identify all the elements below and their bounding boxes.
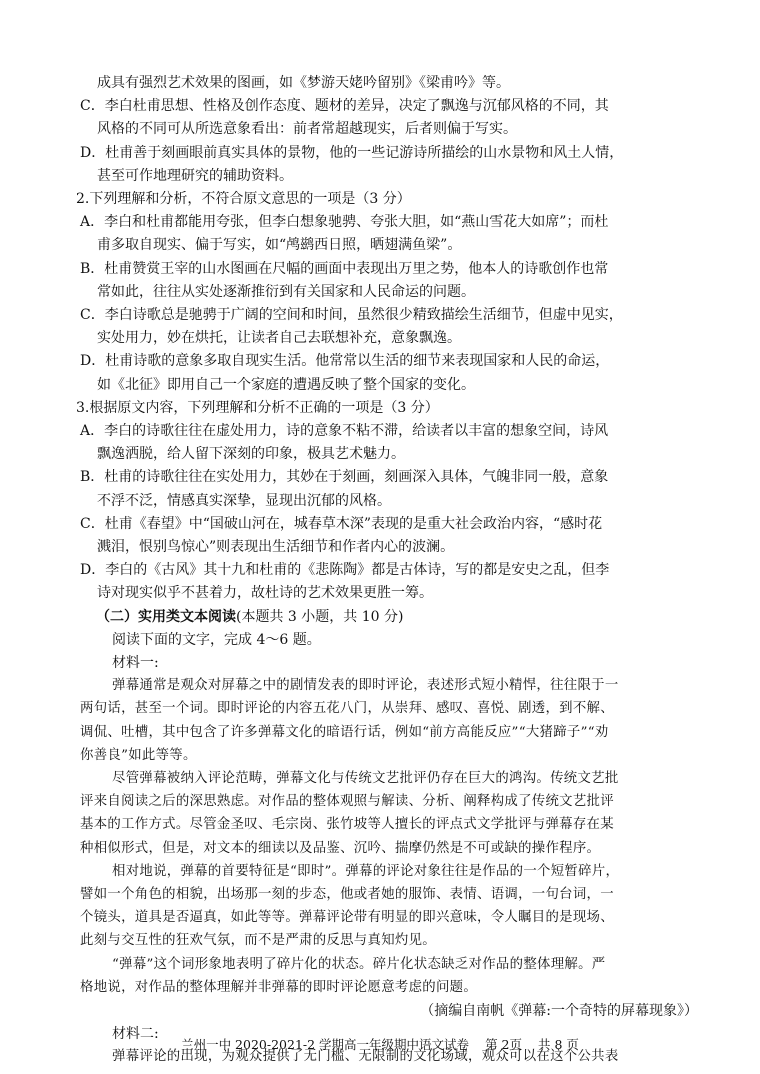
paragraph-line: 此刻与交互性的狂欢气氛，而不是严肃的反思与真知灼见。 (80, 933, 436, 949)
option-c: C．李白杜甫思想、性格及创作态度、题材的差异，决定了飘逸与沉郁风格的不同，其 (80, 98, 609, 115)
text-line: 飘逸洒脱，给人留下深刻的印象，极具艺术魅力。 (97, 446, 405, 463)
text-line: 甫多取自现实、偏于写实，如“鸬鹚西日照，晒翅满鱼梁”。 (97, 237, 462, 254)
paragraph-line: 调侃、吐槽，其中包含了许多弹幕文化的暗语行话，例如“前方高能反应”“大猪蹄子”“劝 (80, 724, 609, 740)
section-title: （二）实用类文本阅读 (96, 608, 236, 625)
option-a: A．李白和杜甫都能用夸张，但李白想象驰骋、夸张大胆，如“燕山雪花大如席”；而杜 (80, 214, 609, 231)
question-3-stem: 3.根据原文内容，下列理解和分析不正确的一项是（3 分） (76, 399, 439, 416)
instruction: 阅读下面的文字，完成 4～6 题。 (112, 631, 321, 648)
section-heading (96, 606, 403, 628)
text-line: 常如此，往往从实处逐渐推衍到有关国家和人民命运的问题。 (97, 283, 475, 300)
question-2-stem: 2.下列理解和分析，不符合原文意思的一项是（3 分） (76, 191, 411, 207)
paragraph-line: 两句话，甚至一个词。即时评论的内容五花八门，从崇拜、感叹、喜悦、剧透，到不解、 (80, 701, 614, 717)
paragraph-line: 你善良”如此等等。 (80, 747, 197, 763)
page-footer (0, 1036, 760, 1054)
option-c: C．李白诗歌总是驰骋于广阔的空间和时间，虽然很少精致描绘生活细节，但虚中见实， (80, 307, 623, 323)
option-d: D．杜甫诗歌的意象多取自现实生活。他常常以生活的细节来表现国家和人民的命运， (80, 353, 610, 370)
option-a: A．李白的诗歌往往在虚处用力，诗的意象不粘不滞，给读者以丰富的想象空间，诗风 (80, 423, 609, 439)
material-1-label: 材料一: (112, 655, 159, 671)
paragraph-line: 评来自阅读之后的深思熟虑。对作品的整体观照与解读、分析、阐释构成了传统文艺批评 (80, 794, 614, 810)
page-number: 第 2页 (485, 1037, 522, 1052)
material-2-label: 材料二: (112, 1026, 159, 1043)
source-citation: （摘编自南帆《弹幕:一个奇特的屏幕现象》） (420, 1003, 698, 1019)
section-note: (本题共 3 小题，共 10 分) (236, 608, 404, 625)
option-b: B．杜甫赞赏王宰的山水图画在尺幅的画面中表现出万里之势，他本人的诗歌创作也常 (80, 260, 609, 277)
paragraph-line: 种相似形式，但是，对文本的细读以及品鉴、沉吟、揣摩仍然是不可或缺的操作程序。 (80, 840, 601, 856)
paragraph-line: 尽管弹幕被纳入评论范畴，弹幕文化与传统文艺批评仍存在巨大的鸿沟。传统文艺批 (112, 771, 619, 786)
paragraph-line: 基本的工作方式。尽管金圣叹、毛宗岗、张竹坡等人擅长的评点式文学批评与弹幕存在某 (80, 817, 614, 833)
text-line: 实处用力，妙在烘托，让读者自己去联想补充，意象飘逸。 (97, 330, 461, 347)
page-total: 共 8 页 (538, 1037, 579, 1052)
text-line: 成具有强烈艺术效果的图画，如《梦游天姥吟留别》《梁甫吟》等。 (97, 75, 510, 91)
exam-title: 兰州一中 2020-2021-2 学期高一年级期中语文试卷 (181, 1037, 470, 1052)
paragraph-line: 格地说，对作品的整体理解并非弹幕的即时评论愿意考虑的问题。 (80, 979, 478, 995)
option-b: B．杜甫的诗歌往往在实处用力，其妙在于刻画，刻画深入具体，气魄非同一般，意象 (80, 469, 609, 486)
paragraph-line: “弹幕”这个词形象地表明了碎片化的状态。碎片化状态缺乏对作品的整体理解。严 (112, 956, 606, 972)
option-c: C．杜甫《春望》中“国破山河在，城春草木深”表现的是重大社会政治内容，“感时花 (80, 515, 603, 532)
option-d: D．杜甫善于刻画眼前真实具体的景物，他的一些记游诗所描绘的山水景物和风土人情， (80, 144, 624, 161)
paragraph-line: 相对地说，弹幕的首要特征是“即时”。弹幕的评论对象往往是作品的一个短暂碎片， (112, 863, 620, 879)
paragraph-line: 譬如一个角色的相貌，出场那一刻的步态，他或者她的服饰、表情、语调，一句台词，一 (80, 887, 614, 902)
text-line: 如《北征》即用自己一个家庭的遭遇反映了整个国家的变化。 (97, 376, 475, 393)
paragraph-line: 个镜头，道具是否逼真，如此等等。弹幕评论带有明显的即兴意味，令人瞩目的是现场、 (80, 910, 614, 926)
option-d: D．李白的《古风》其十九和杜甫的《悲陈陶》都是古体诗，写的都是安史之乱，但李 (80, 562, 610, 579)
text-line: 风格的不同可从所选意象看出：前者常超越现实，后者则偏于写实。 (97, 121, 517, 138)
paragraph-line: 弹幕通常是观众对屏幕之中的剧情发表的即时评论，表述形式短小精悍，往往限于一 (112, 678, 619, 694)
text-line: 诗对现实似乎不甚着力，故杜诗的艺术效果更胜一筹。 (97, 585, 433, 602)
text-line: 甚至可作地理研究的辅助资料。 (97, 167, 293, 184)
text-line: 不浮不泛，情感真实深挚，显现出沉郁的风格。 (97, 492, 391, 509)
paragraph-line: 弹幕评论的出现，为观众提供了无门槛、无限制的文化场域，观众可以在这个公共表 (112, 1049, 619, 1065)
text-line: 溅泪，恨别鸟惊心”则表现出生活细节和作者内心的波澜。 (97, 539, 455, 555)
